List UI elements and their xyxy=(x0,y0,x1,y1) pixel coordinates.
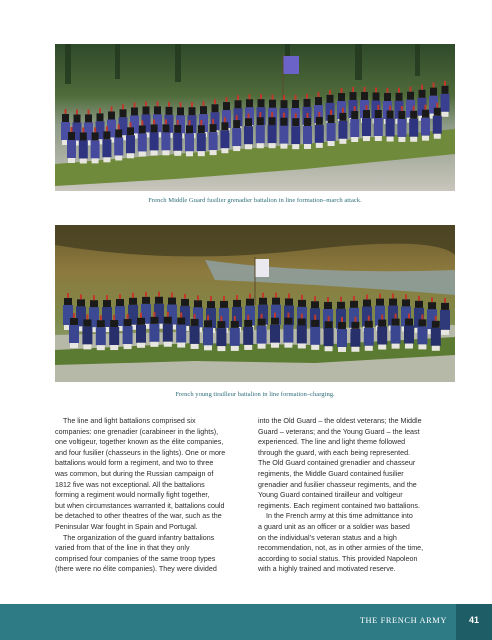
paragraph: In the French army at this time admittance into a guard unit as an officer or a soldier was based on the individual’s veteran status and a high recommendation, not, as in other armies of the time, according to social status. This provided Napoleon with a highly trained and motivated reserve. xyxy=(258,512,424,574)
figure-caption: French Middle Guard fusilier grenadier battalion in line formation–march attack. xyxy=(148,197,362,204)
page-number-box xyxy=(456,604,492,640)
running-section-title: THE FRENCH ARMY xyxy=(359,616,447,625)
figure-caption: French young tirailleur battalion in line formation–charging. xyxy=(175,391,335,398)
photo-tirailleur-battalion xyxy=(55,225,455,382)
body-column-right xyxy=(258,416,455,575)
page-number: 41 xyxy=(468,615,479,625)
photo-guard-battalion xyxy=(55,44,455,191)
paragraph: The line and light battalions comprised six companies: one grenadier (carabineer in the lights), one voltigeur, together known as the élite companies, and four fusilier (chasseurs in the lights). One or more battalions would form a regiment, and two to three was common, but during the Russian campaign of 1812 five was not exceptional. All the battalions forming a regiment would normally fight together, but when circumstances warranted it, battalions could be detached to other theatres of the war, such as the Peninsular War fought in Spain and Portugal. xyxy=(55,417,226,531)
body-column-left xyxy=(55,416,252,575)
paragraph: into the Old Guard – the oldest veterans; the Middle Guard – veterans; and the Young Guard – the least experienced. The line and light theme followed through the guard, with each being represented. The Old Guard contained grenadier and chasseur regiments, the Middle Guard contained fusilier grenadier and fusilier chasseur regiments, and the Young Guard contained tirailleur and voltigeur regiments. Each regiment contained two battalions. xyxy=(258,417,422,510)
page-footer xyxy=(0,604,492,640)
paragraph: The organization of the guard infantry battalions varied from that of the line in that they only comprised four companies of the same troop types (there were no élite companies). They were divided xyxy=(55,533,217,574)
